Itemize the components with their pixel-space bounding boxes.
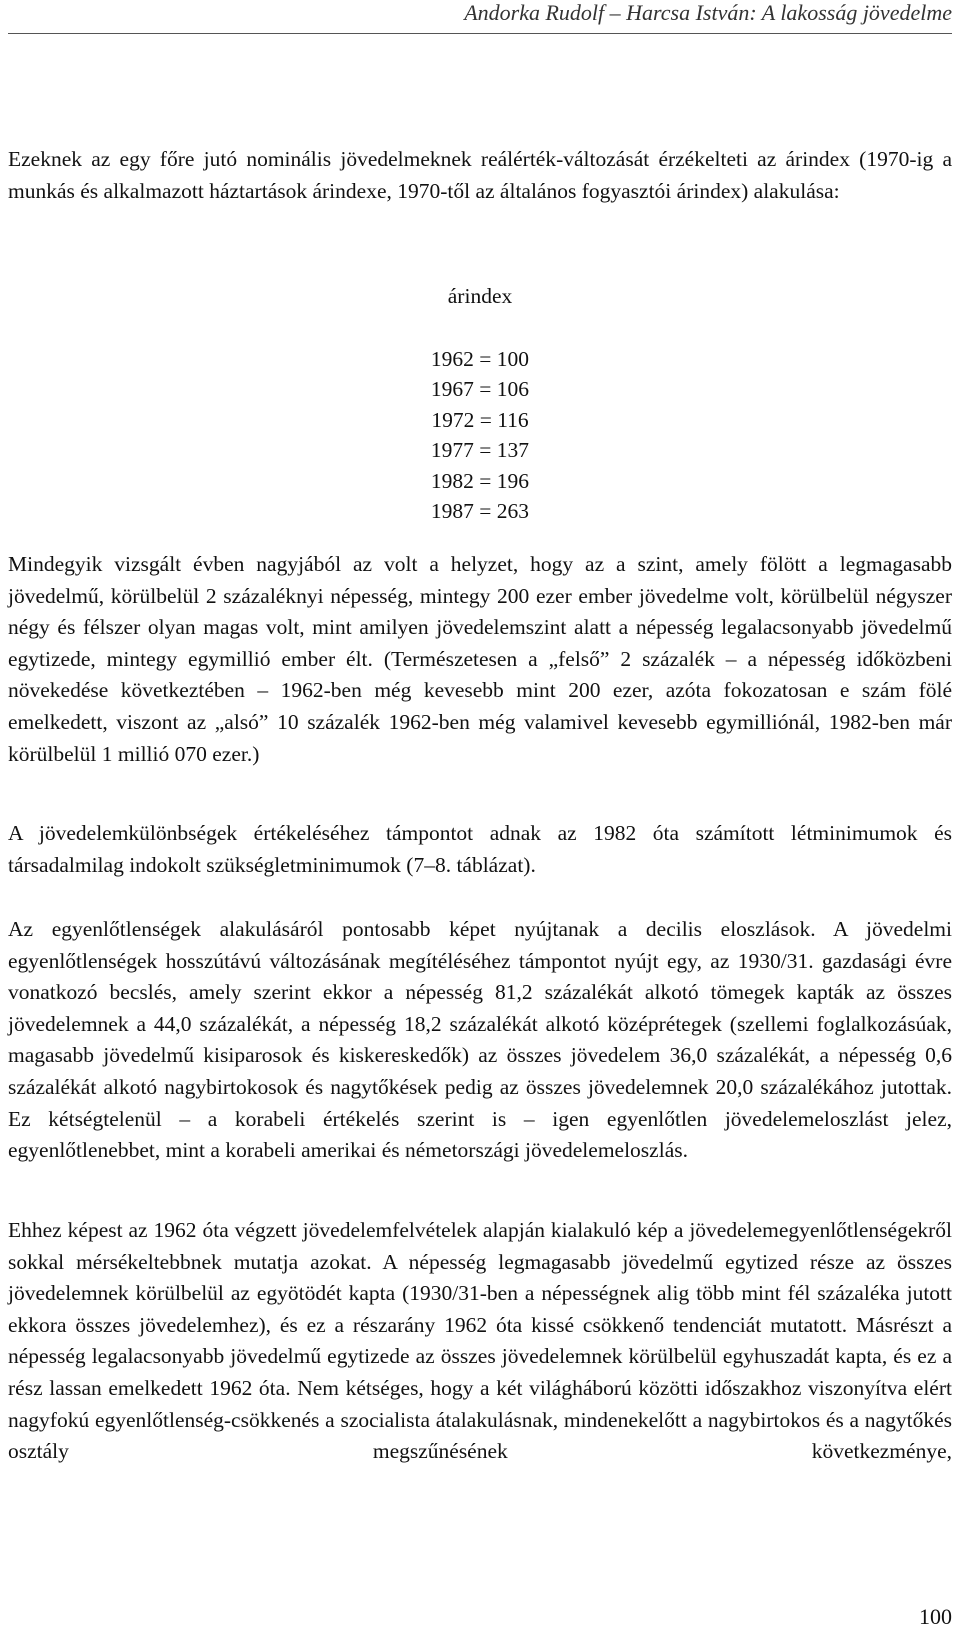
price-index-row: 1987 = 263 (430, 499, 530, 524)
running-header (0, 0, 960, 40)
paragraph-inequality: Az egyenlőtlenségek alakulásáról pontosabb képet nyújtanak a decilis eloszlások. A jövedelmi egyenlőtlenségek hosszútávú változásának megítéléséhez támpontot nyújt egy, az 1930/31. gazdasági évre vonatkozó becslés, amely szerint ekkor a népesség 81,2 százalékát alkotó tömegek kapták az összes jövedelemnek a 44,0 százalékát, a népesség 18,2 százalékát alkotó középrétegek (szellemi foglalkozásúak, magasabb jövedelmű kisiparosok és kiskereskedők) az összes jövedelem 36,0 százalékát, a népesség 0,6 százalékát alkotó nagybirtokosok és nagytőkések pedig az összes jövedelemnek 20,0 százalékához jutottak. Ez kétségtelenül – a korabeli értékelés szerint is – igen egyenlőtlen jövedelemeloszlást jelez, egyenlőtlenebbet, mint a korabeli amerikai és németországi jövedelemeloszlás. (8, 917, 952, 1163)
paragraph-subsistence: A jövedelemkülönbségek értékeléséhez támpontot adnak az 1982 óta számított létminimumok és társadalmilag indokolt szükségletminimumok (7–8. táblázat). (8, 821, 952, 877)
running-title: Andorka Rudolf – Harcsa István: A lakosság jövedelme (464, 0, 952, 25)
price-index-row: 1982 = 196 (430, 468, 530, 493)
price-index-row: 1977 = 137 (430, 438, 530, 463)
paragraph-intro: Ezeknek az egy főre jutó nominális jövedelmeknek reálérték-változását érzékelteti az árindex (1970-ig a munkás és alkalmazott háztartások árindexe, 1970-től az általános fogyasztói árindex) alakulása: (8, 147, 952, 203)
page-number: 100 (919, 1604, 952, 1629)
paragraph-comparison: Ehhez képest az 1962 óta végzett jövedelemfelvételek alapján kialakuló kép a jövedelemegyenlőtlenségekről sokkal mérsékeltebbnek mutatja azokat. A népesség legmagasabb jövedelmű egytized része az összes jövedelemnek körülbelül az egyötödét kapta (1930/31-ben a népességnek alig több mint fél százaléka jutott ekkora összes jövedelemhez), és ez a részarány 1962 óta kissé csökkenő tendenciát mutatott. Másrészt a népesség legalacsonyabb jövedelmű egytizede az összes jövedelemnek körülbelül egyhuszadát kapta, és ez a rész lassan emelkedett 1962 óta. Nem kétséges, hogy a két világháború közötti időszakhoz viszonyítva elért nagyfokú egyenlőtlenség-csökkenés a szocialista átalakulásnak, mindenekelőtt a nagybirtokos és a nagytőkés osztály megszűnésének következménye, (8, 1218, 952, 1464)
header-rule (8, 33, 952, 34)
price-index-row: 1967 = 106 (430, 377, 530, 402)
price-index-title: árindex (447, 284, 513, 308)
price-index-row: 1962 = 100 (430, 347, 530, 371)
price-index-row: 1972 = 116 (431, 407, 529, 432)
paragraph-income-levels: Mindegyik vizsgált évben nagyjából az volt a helyzet, hogy az a szint, amely fölött a legmagasabb jövedelmű, körülbelül 2 százaléknyi népesség, mintegy 200 ezer ember jövedelme volt, körülbelül négyszer négy és félszer olyan magas volt, mint amilyen jövedelemszint alatt a népesség legalacsonyabb jövedelmű egytizede, mintegy egymillió ember élt. (Természetesen a „felső” 2 százalék – a népesség időközbeni növekedése következtében – 1962-ben még kevesebb mint 200 ezer, azóta fokozatosan e szám fölé emelkedett, viszont az „alsó” 10 százalék 1962-ben még valamivel kevesebb egymilliónál, 1982-ben már körülbelül 1 millió 070 ezer.) (8, 552, 952, 766)
price-index-list (0, 344, 960, 526)
